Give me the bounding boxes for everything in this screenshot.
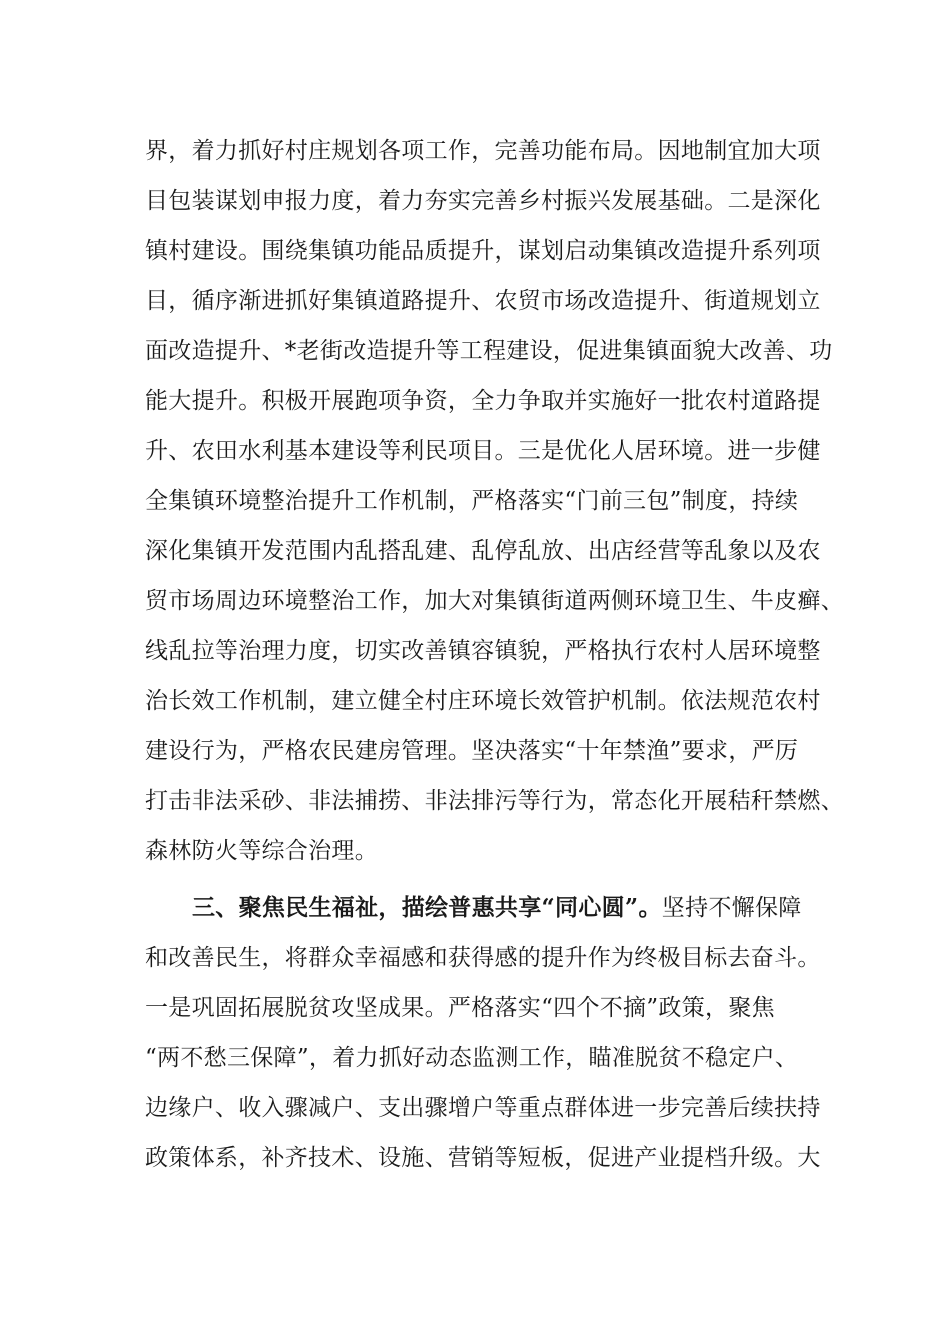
text-line: 线乱拉等治理力度，切实改善镇容镇貌，严格执行农村人居环境整 (145, 638, 821, 664)
text-line: 目包装谋划申报力度，着力夯实完善乡村振兴发展基础。二是深化 (145, 188, 821, 214)
text-line: 打击非法采砂、非法捕捞、非法排污等行为，常态化开展秸秆禁燃、 (145, 788, 844, 814)
text-line: 森林防火等综合治理。 (145, 838, 378, 864)
text-line: 界，着力抓好村庄规划各项工作，完善功能布局。因地制宜加大项 (145, 138, 821, 164)
heading-line-rest: 坚持不懈保障 (661, 895, 802, 921)
text-line: 目，循序渐进抓好集镇道路提升、农贸市场改造提升、街道规划立 (145, 288, 821, 314)
text-line: “两不愁三保障”，着力抓好动态监测工作，瞄准脱贫不稳定户、 (145, 1045, 799, 1071)
text-line: 深化集镇开发范围内乱搭乱建、乱停乱放、出店经营等乱象以及农 (145, 538, 821, 564)
text-line: 一是巩固拓展脱贫攻坚成果。严格落实“四个不摘”政策，聚焦 (145, 995, 775, 1021)
text-line: 边缘户、收入骤减户、支出骤增户等重点群体进一步完善后续扶持 (145, 1095, 821, 1121)
text-line: 贸市场周边环境整治工作，加大对集镇街道两侧环境卫生、牛皮癣、 (145, 588, 844, 614)
text-line: 镇村建设。围绕集镇功能品质提升，谋划启动集镇改造提升系列项 (145, 238, 821, 264)
section-heading: 三、聚焦民生福祉，描绘普惠共享“同心圆”。 (192, 894, 662, 921)
text-line: 能大提升。积极开展跑项争资，全力争取并实施好一批农村道路提 (145, 388, 821, 414)
section-heading-line (192, 893, 852, 923)
text-line: 升、农田水利基本建设等利民项目。三是优化人居环境。进一步健 (145, 438, 821, 464)
text-line: 治长效工作机制，建立健全村庄环境长效管护机制。依法规范农村 (145, 688, 821, 714)
text-line: 面改造提升、*老街改造提升等工程建设，促进集镇面貌大改善、功 (145, 338, 833, 364)
text-line: 建设行为，严格农民建房管理。坚决落实“十年禁渔”要求，严厉 (145, 738, 799, 764)
text-line: 政策体系，补齐技术、设施、营销等短板，促进产业提档升级。大 (145, 1145, 821, 1171)
text-line: 和改善民生，将群众幸福感和获得感的提升作为终极目标去奋斗。 (145, 945, 821, 971)
text-line: 全集镇环境整治提升工作机制，严格落实“门前三包”制度，持续 (145, 488, 799, 514)
